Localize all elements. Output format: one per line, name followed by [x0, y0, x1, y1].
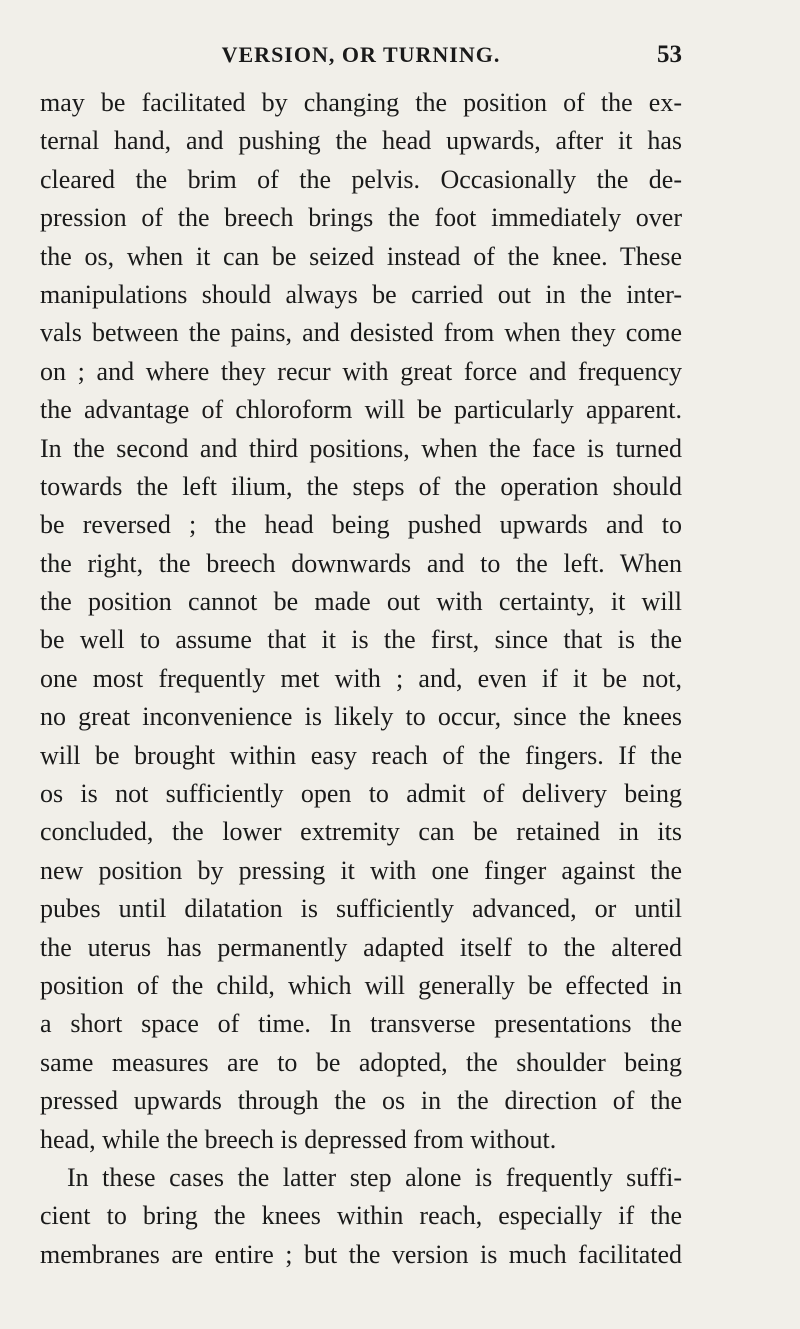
text-line: cleared the brim of the pelvis. Occasionally the de- — [40, 164, 682, 194]
text-line: In the second and third positions, when the face is turned — [40, 433, 682, 463]
text-line: In these cases the latter step alone is frequently suffi- — [67, 1162, 682, 1192]
text-line: pression of the breech brings the foot immediately over — [40, 203, 682, 233]
text-line: may be facilitated by changing the position of the ex- — [40, 88, 682, 117]
text-line: cient to bring the knees within reach, especially if the — [40, 1201, 682, 1231]
text-line: no great inconvenience is likely to occur, since the knees — [40, 702, 682, 732]
running-title: VERSION, OR TURNING. — [221, 42, 501, 67]
text-line: the os, when it can be seized instead of the knee. These — [40, 241, 682, 271]
text-line: one most frequently met with ; and, even if it be not, — [40, 663, 682, 693]
text-line: head, while the breech is depressed from without. — [40, 1124, 557, 1154]
text-line: vals between the pains, and desisted from when they come — [40, 318, 682, 348]
text-line: will be brought within easy reach of the fingers. If the — [40, 740, 682, 770]
text-line: same measures are to be adopted, the shoulder being — [40, 1047, 682, 1077]
text-line: membranes are entire ; but the version is much facilitated — [40, 1239, 682, 1269]
text-line: the right, the breech downwards and to the left. When — [40, 548, 682, 578]
text-line: the advantage of chloroform will be particularly apparent. — [40, 395, 682, 425]
text-line: the uterus has permanently adapted itself to the altered — [40, 932, 682, 962]
running-head — [40, 38, 682, 72]
text-line: ternal hand, and pushing the head upwards, after it has — [40, 126, 682, 156]
text-line: towards the left ilium, the steps of the operation should — [40, 471, 682, 501]
text-line: pubes until dilatation is sufficiently advanced, or until — [40, 894, 682, 924]
page-number: 53 — [657, 41, 682, 68]
text-line: concluded, the lower extremity can be retained in its — [40, 817, 682, 847]
body-text — [40, 84, 682, 1274]
text-line: new position by pressing it with one finger against the — [40, 855, 682, 885]
text-line: pressed upwards through the os in the direction of the — [40, 1086, 682, 1116]
text-line: a short space of time. In transverse presentations the — [40, 1009, 682, 1039]
text-line: the position cannot be made out with certainty, it will — [40, 587, 682, 617]
text-line: be well to assume that it is the first, since that is the — [40, 625, 682, 655]
text-line: manipulations should always be carried out in the inter- — [40, 279, 682, 309]
text-line: position of the child, which will generally be effected in — [40, 970, 682, 1000]
text-line: be reversed ; the head being pushed upwards and to — [40, 510, 682, 540]
text-line: on ; and where they recur with great force and frequency — [40, 356, 682, 386]
text-line: os is not sufficiently open to admit of delivery being — [40, 779, 682, 809]
